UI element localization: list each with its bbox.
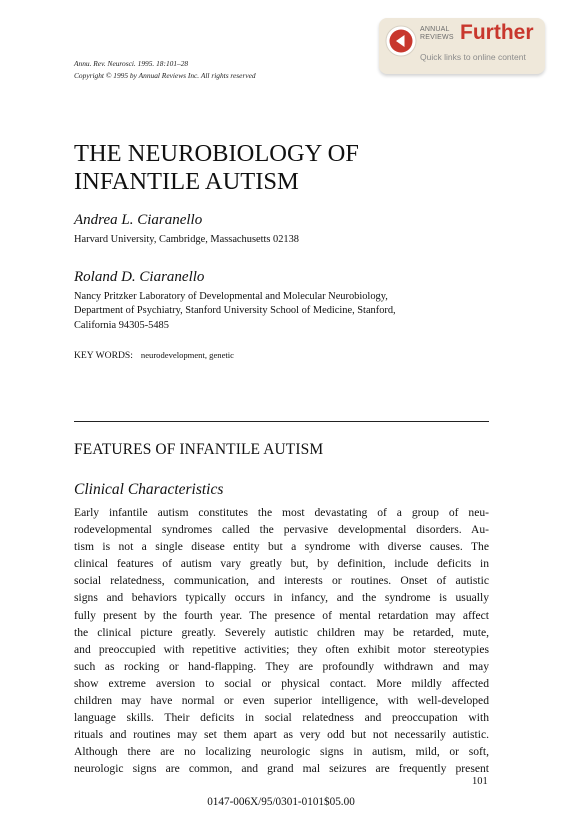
author-affiliation-2 <box>74 290 514 333</box>
body-line: clinical features of autism vary greatly but, by definition, include deficits in <box>74 557 489 571</box>
body-line: social relatedness, communication, and interests or routines. Onset of autistic <box>74 574 489 588</box>
article-title-line-1: THE NEUROBIOLOGY OF <box>74 140 359 167</box>
subsection-heading: Clinical Characteristics <box>74 481 224 498</box>
badge-further-label: Further <box>460 21 534 44</box>
body-line: such as rocking or hand-flapping. They are profoundly withdrawn and may <box>74 659 489 673</box>
author-name-1: Andrea L. Ciaranello <box>74 212 203 228</box>
page-number: 101 <box>472 776 488 787</box>
keywords <box>74 350 234 361</box>
section-heading: FEATURES OF INFANTILE AUTISM <box>74 441 324 458</box>
keywords-label: KEY WORDS: <box>74 350 133 361</box>
annual-reviews-further-badge[interactable] <box>379 18 545 74</box>
body-line: rituals and routines may set them apart as very odd but not necessarily autistic. <box>74 728 489 742</box>
affiliation-line: California 94305-5485 <box>74 319 169 331</box>
badge-brand-top: ANNUAL <box>420 26 450 33</box>
section-divider <box>74 421 489 422</box>
body-line: Although there are no localizing neurologic signs in autism, mild, or soft, <box>74 745 489 759</box>
body-line: signs and behaviors typically occurs in infancy, and the syndrome is usually <box>74 591 489 605</box>
body-line: the clinical picture greatly. Severely autistic children may be retarded, mute, <box>74 625 489 639</box>
citation-header <box>74 58 256 82</box>
body-line: neurologic signs are common, and grand mal seizures are frequently present <box>74 762 489 776</box>
body-line: show extreme aversion to social or physical contact. More mildly affected <box>74 676 489 690</box>
affiliation-line: Department of Psychiatry, Stanford University School of Medicine, Stanford, <box>74 305 396 317</box>
body-line: Early infantile autism constitutes the most devastating of a group of neu- <box>74 506 489 519</box>
body-line: rodevelopmental syndromes called the pervasive developmental disorders. Au- <box>74 523 489 537</box>
author-affiliation-1 <box>74 233 514 247</box>
body-line: tism is not a single disease entity but a syndrome with diverse causes. The <box>74 540 489 554</box>
footer-code: 0147-006X/95/0301-0101$05.00 <box>207 796 355 808</box>
badge-brand-bottom: REVIEWS <box>420 34 454 41</box>
citation-copyright: Copyright © 1995 by Annual Reviews Inc. All rights reserved <box>74 71 256 80</box>
author-name-2: Roland D. Ciaranello <box>74 269 205 285</box>
body-line: language skills. Their deficits in social relatedness and preoccupation with <box>74 711 489 725</box>
play-arrow-icon <box>385 25 417 57</box>
article-title-line-2: INFANTILE AUTISM <box>74 168 299 195</box>
body-paragraph <box>74 504 489 778</box>
affiliation-line: Harvard University, Cambridge, Massachusetts 02138 <box>74 234 299 245</box>
affiliation-line: Nancy Pritzker Laboratory of Developmental and Molecular Neurobiology, <box>74 291 388 302</box>
badge-tagline: Quick links to online content <box>420 52 526 62</box>
body-line: fully present by the fourth year. The presence of mental retardation may affect <box>74 608 489 622</box>
article-title <box>74 140 494 196</box>
citation-journal: Annu. Rev. Neurosci. 1995. 18:101–28 <box>74 59 189 68</box>
body-line: children may have normal or even superior intelligence, with well-developed <box>74 694 489 708</box>
keywords-value: neurodevelopment, genetic <box>140 350 234 360</box>
badge-brand <box>420 26 454 42</box>
body-line: and preoccupied with repetitive activities; they often exhibit motor stereotypies <box>74 642 489 656</box>
